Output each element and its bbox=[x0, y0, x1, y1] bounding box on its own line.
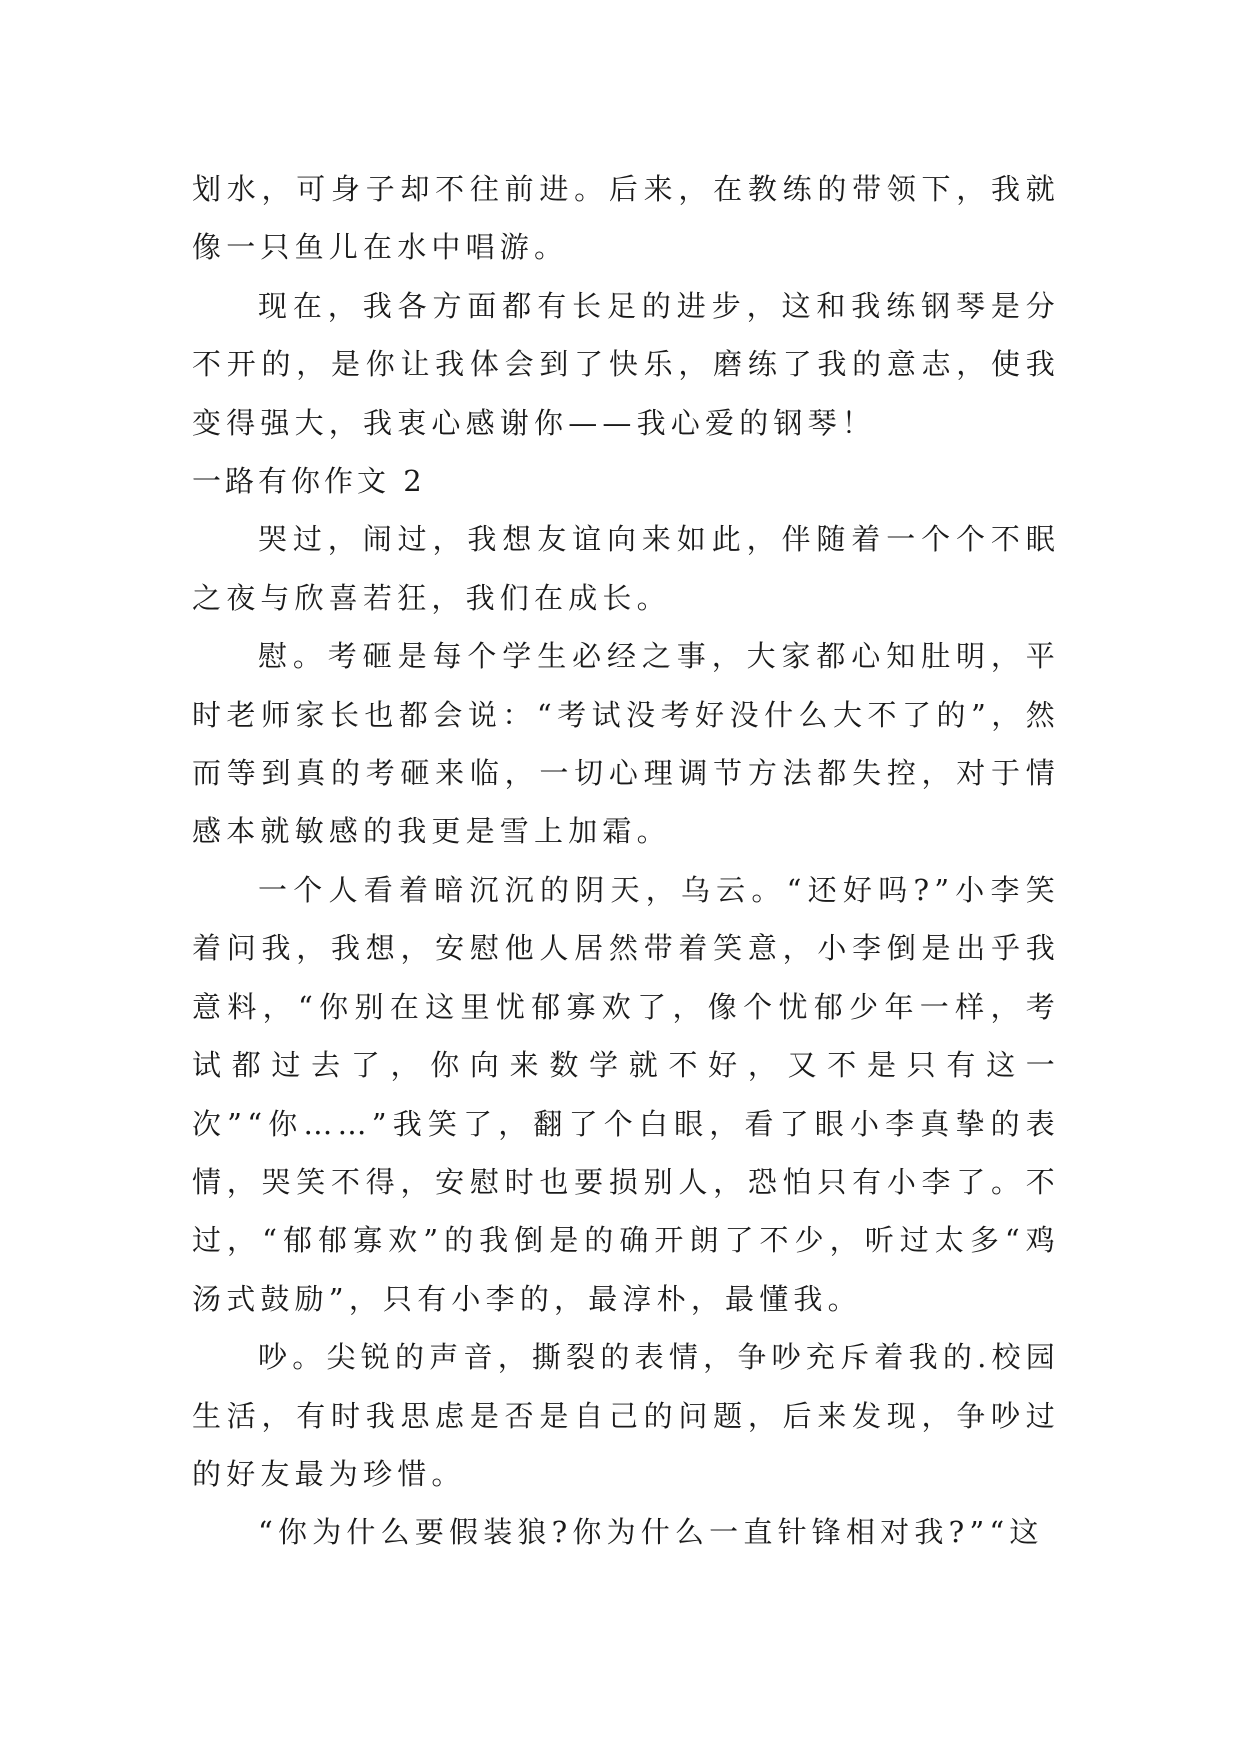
paragraph-friendship-intro: 哭过，闹过，我想友谊向来如此，伴随着一个个不眠之夜与欣喜若狂，我们在成长。 bbox=[192, 522, 1060, 615]
paragraph-piano-thanks: 现在，我各方面都有长足的进步，这和我练钢琴是分不开的，是你让我体会到了快乐，磨练了我的意志，使我变得强大，我衷心感谢你——我心爱的钢琴！ bbox=[192, 288, 1060, 440]
essay-heading: 一路有你作文 2 bbox=[192, 464, 426, 499]
document-body bbox=[192, 160, 1060, 1562]
paragraph-xiaoli: 一个人看着暗沉沉的阴天，乌云。“还好吗?”小李笑着问我，我想，安慰他人居然带着笑意，小李倒是出乎我意料，“你别在这里忧郁寡欢了，像个忧郁少年一样，考试都过去了，你向来数学就不好，又不是只有这一次”“你……”我笑了，翻了个白眼，看了眼小李真挚的表情，哭笑不得，安慰时也要损别人，恐怕只有小李了。不过，“郁郁寡欢”的我倒是的确开朗了不少，听过太多“鸡汤式鼓励”，只有小李的，最淳朴，最懂我。 bbox=[192, 872, 1060, 1316]
paragraph-continuation: 划水，可身子却不往前进。后来，在教练的带领下，我就像一只鱼儿在水中唱游。 bbox=[192, 172, 1060, 265]
paragraph-dialogue: “你为什么要假装狼?你为什么一直针锋相对我?”“这 bbox=[258, 1515, 1044, 1550]
paragraph-comfort: 慰。考砸是每个学生必经之事，大家都心知肚明，平时老师家长也都会说：“考试没考好没什么大不了的”，然而等到真的考砸来临，一切心理调节方法都失控，对于情感本就敏感的我更是雪上加霜。 bbox=[192, 639, 1060, 849]
paragraph-quarrel: 吵。尖锐的声音，撕裂的表情，争吵充斥着我的.校园生活，有时我思虑是否是自己的问题，后来发现，争吵过的好友最为珍惜。 bbox=[192, 1340, 1060, 1491]
